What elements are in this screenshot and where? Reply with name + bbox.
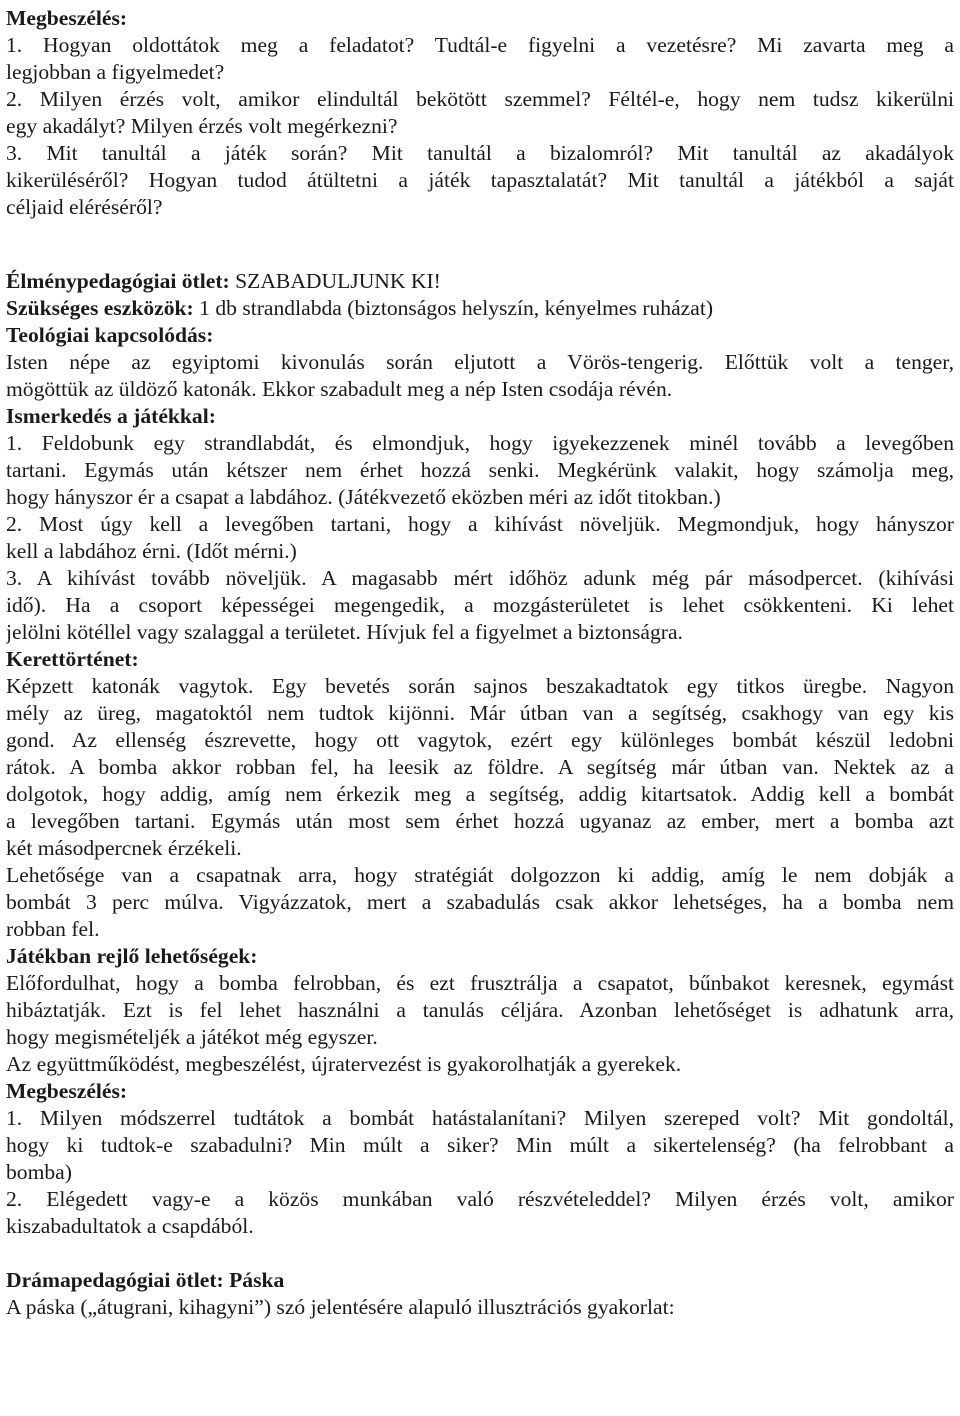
- paragraph-line: Az együttműködést, megbeszélést, újratervezést is gyakorolhatják a gyerekek.: [6, 1052, 682, 1076]
- paragraph-line: Lehetősége van a csapatnak arra, hogy stratégiát dolgozzon ki addig, amíg le nem dobják a: [6, 863, 954, 887]
- paragraph-line: céljaid eléréséről?: [6, 195, 163, 219]
- paragraph-line: gond. Az ellenség észrevette, hogy ott vagytok, ezért egy különleges bombát készül ledobni: [6, 728, 954, 752]
- szukseges-eszkozok: [6, 295, 954, 322]
- paragraph-line: a levegőben tartani. Egymás után most sem érhet hozzá ugyanaz az ember, mert a bomba azt: [6, 809, 954, 833]
- paragraph-line: rátok. A bomba akkor robban fel, ha leesik az földre. A segítség már útban van. Nektek az a: [6, 755, 954, 779]
- paragraph-line: 3. Mit tanultál a játék során? Mit tanultál a bizalomról? Mit tanultál az akadályok: [6, 141, 954, 165]
- eszkozok-text: 1 db strandlabda (biztonságos helyszín, kényelmes ruházat): [193, 296, 714, 320]
- paragraph-line: Képzett katonák vagytok. Egy bevetés során sajnos beszakadtatok egy titkos üregbe. Nagyon: [6, 674, 954, 698]
- paragraph-line: hogy hányszor ér a csapat a labdához. (Játékvezető eközben méri az időt titokban.): [6, 485, 721, 509]
- paragraph-line: hogy ki tudtok-e szabadulni? Min múlt a siker? Min múlt a sikertelenség? (ha felrobbant a: [6, 1133, 954, 1157]
- paragraph-line: 1. Milyen módszerrel tudtátok a bombát hatástalanítani? Milyen szereped volt? Mit gondoltál,: [6, 1106, 954, 1130]
- kerettortenet-heading: Kerettörténet:: [6, 647, 139, 671]
- paragraph-line: jelölni kötéllel vagy szalaggal a területet. Hívjuk fel a figyelmet a biztonságra.: [6, 620, 683, 644]
- ismerkedes-heading: Ismerkedés a játékkal:: [6, 404, 216, 428]
- paragraph-line: mély az üreg, magatoktól nem tudtok kijönni. Már útban van a segítség, csakhogy van egy kis: [6, 701, 954, 725]
- paragraph-line: 2. Most úgy kell a levegőben tartani, hogy a kihívást növeljük. Megmondjuk, hogy hányszor: [6, 512, 954, 536]
- megbeszeles-heading: Megbeszélés:: [6, 6, 128, 30]
- teologiai-section: [6, 322, 954, 403]
- paragraph-line: kikerüléséről? Hogyan tudod átültetni a játék tapasztalatát? Mit tanultál a játékból a saját: [6, 168, 954, 192]
- otlet-title: SZABADULJUNK KI!: [229, 269, 441, 293]
- paragraph-line: kiszabadultatok a csapdából.: [6, 1214, 254, 1238]
- paragraph-line: hibáztatják. Ezt is fel lehet használni a tanulás céljára. Azonban lehetőséget is adhatunk arra,: [6, 998, 954, 1022]
- megbeszeles-section-1: [6, 5, 954, 221]
- paragraph-line: dolgotok, hogy addig, amíg nem érkezik meg a segítség, addig kitartsatok. Addig kell a bombát: [6, 782, 954, 806]
- eszkozok-label: Szükséges eszközök:: [6, 296, 194, 320]
- paragraph-line: Isten népe az egyiptomi kivonulás során eljutott a Vörös-tengerig. Előttük volt a tenger,: [6, 350, 954, 374]
- elmenypedagogiai-otlet: [6, 268, 954, 295]
- kerettortenet-section: [6, 646, 954, 943]
- paragraph-line: Előfordulhat, hogy a bomba felrobban, és ezt frusztrálja a csapatot, bűnbakot keresnek, egymást: [6, 971, 954, 995]
- paragraph-line: 3. A kihívást tovább növeljük. A magasabb mért időhöz adunk még pár másodpercet. (kihívási: [6, 566, 954, 590]
- lehetosegek-heading: Játékban rejlő lehetőségek:: [6, 944, 258, 968]
- paragraph-line: 2. Elégedett vagy-e a közös munkában való részvételeddel? Milyen érzés volt, amikor: [6, 1187, 954, 1211]
- paragraph-line: A páska („átugrani, kihagyni”) szó jelentésére alapuló illusztrációs gyakorlat:: [6, 1295, 675, 1319]
- paragraph-line: két másodpercnek érzékeli.: [6, 836, 242, 860]
- dramapedagogiai-section: [6, 1267, 954, 1321]
- paragraph-line: hogy megismételjék a játékot még egyszer.: [6, 1025, 378, 1049]
- paragraph-line: tartani. Egymás után kétszer nem érhet hozzá senki. Megkérünk valakit, hogy számolja meg,: [6, 458, 954, 482]
- paragraph-line: kell a labdához érni. (Időt mérni.): [6, 539, 297, 563]
- paragraph-line: 2. Milyen érzés volt, amikor elindultál bekötött szemmel? Féltél-e, hogy nem tudsz kikerülni: [6, 87, 954, 111]
- teologiai-heading: Teológiai kapcsolódás:: [6, 323, 214, 347]
- ismerkedes-section: [6, 403, 954, 646]
- paragraph-line: idő). Ha a csoport képességei megengedik, a mozgásterületet is lehet csökkenteni. Ki lehet: [6, 593, 954, 617]
- lehetosegek-section: [6, 943, 954, 1078]
- otlet-label: Élménypedagógiai ötlet:: [6, 269, 230, 293]
- paragraph-line: mögöttük az üldöző katonák. Ekkor szabadult meg a nép Isten csodája révén.: [6, 377, 673, 401]
- paragraph-line: bombát 3 perc múlva. Vigyázzatok, mert a szabadulás csak akkor lehetséges, ha a bomba nem: [6, 890, 954, 914]
- drama-heading: Drámapedagógiai ötlet: Páska: [6, 1268, 285, 1292]
- paragraph-line: egy akadályt? Milyen érzés volt megérkezni?: [6, 114, 398, 138]
- paragraph-line: 1. Feldobunk egy strandlabdát, és elmondjuk, hogy igyekezzenek minél tovább a levegőben: [6, 431, 954, 455]
- paragraph-line: bomba): [6, 1160, 72, 1184]
- paragraph-line: robban fel.: [6, 917, 100, 941]
- megbeszeles-section-2: [6, 1078, 954, 1240]
- paragraph-line: 1. Hogyan oldottátok meg a feladatot? Tudtál-e figyelni a vezetésre? Mi zavarta meg a: [6, 33, 954, 57]
- megbeszeles-heading: Megbeszélés:: [6, 1079, 128, 1103]
- paragraph-line: legjobban a figyelmedet?: [6, 60, 225, 84]
